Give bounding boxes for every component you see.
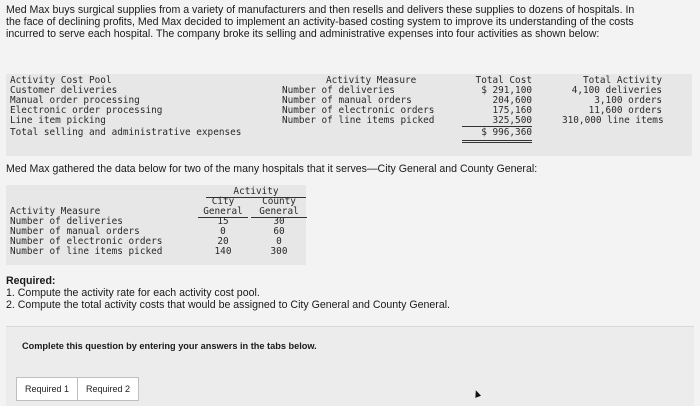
tab-required-1[interactable]: Required 1 bbox=[25, 384, 70, 394]
county-value: 0 bbox=[276, 236, 282, 247]
answer-tabs bbox=[16, 377, 139, 401]
intro-line: incurred to serve each hospital. The company broke its selling and administrative expenses into four activities as shown below: bbox=[6, 28, 600, 40]
county-value: 60 bbox=[273, 226, 285, 237]
county-value: 300 bbox=[270, 246, 288, 257]
pool-name: Manual order processing bbox=[10, 95, 140, 106]
header-city: City bbox=[211, 196, 235, 207]
hospitals-intro: Med Max gathered the data below for two of the many hospitals that it serves—City General and County General: bbox=[6, 163, 538, 175]
city-value: 0 bbox=[220, 226, 226, 237]
answer-panel bbox=[6, 326, 694, 406]
pool-measure: Number of manual orders bbox=[282, 95, 412, 106]
pool-cost: 175,160 bbox=[492, 105, 532, 116]
city-value: 140 bbox=[214, 246, 232, 257]
pool-activity: 310,000 line items bbox=[562, 115, 664, 126]
hospital-row-label: Number of electronic orders bbox=[10, 236, 163, 247]
pool-name: Electronic order processing bbox=[10, 105, 163, 116]
panel-instructions: Complete this question by entering your answers in the tabs below. bbox=[22, 341, 317, 351]
intro-paragraph bbox=[6, 4, 694, 40]
pool-measure: Number of line items picked bbox=[282, 115, 435, 126]
double-underline bbox=[462, 140, 532, 143]
header-total-activity: Total Activity bbox=[582, 75, 662, 86]
intro-line: Med Max buys surgical supplies from a variety of manufacturers and then resells and delivers these supplies to dozens of hospitals. In bbox=[6, 4, 635, 16]
intro-line: the face of declining profits, Med Max decided to implement an activity-based costing system to improve its understanding of the costs bbox=[6, 16, 634, 28]
total-label: Total selling and administrative expenses bbox=[10, 127, 242, 138]
header-city-general: General bbox=[198, 207, 248, 218]
pool-measure: Number of electronic orders bbox=[282, 105, 435, 116]
required-section bbox=[6, 275, 450, 311]
pool-activity: 11,600 orders bbox=[588, 105, 662, 116]
header-county-general: General bbox=[251, 207, 307, 218]
hospital-activity-table bbox=[6, 185, 306, 265]
pool-cost: $ 291,100 bbox=[481, 85, 532, 96]
city-value: 15 bbox=[217, 216, 229, 227]
pool-name: Line item picking bbox=[10, 115, 106, 126]
activity-cost-pool-table bbox=[6, 74, 692, 156]
header-activity-measure: Activity Measure bbox=[326, 75, 417, 86]
pool-activity: 3,100 orders bbox=[594, 95, 662, 106]
required-title: Required: bbox=[6, 275, 56, 287]
header-activity-cost-pool: Activity Cost Pool bbox=[10, 75, 112, 86]
pool-cost: 325,500 bbox=[462, 116, 532, 127]
pool-cost: 204,600 bbox=[492, 95, 532, 106]
pool-activity: 4,100 deliveries bbox=[571, 85, 662, 96]
pool-name: Customer deliveries bbox=[10, 85, 118, 96]
hospital-row-label: Number of manual orders bbox=[10, 226, 140, 237]
required-item-2: 2. Compute the total activity costs that would be assigned to City General and County General. bbox=[6, 299, 451, 311]
pool-measure: Number of deliveries bbox=[282, 85, 395, 96]
header-activity-measure: Activity Measure bbox=[10, 206, 101, 217]
hospital-row-label: Number of line items picked bbox=[10, 246, 163, 257]
header-county: County bbox=[262, 196, 296, 207]
hospital-row-label: Number of deliveries bbox=[10, 216, 123, 227]
city-value: 20 bbox=[217, 236, 229, 247]
county-value: 30 bbox=[273, 216, 285, 227]
required-item-1: 1. Compute the activity rate for each activity cost pool. bbox=[6, 287, 260, 299]
header-total-cost: Total Cost bbox=[475, 75, 532, 86]
total-value: $ 996,360 bbox=[481, 127, 532, 138]
tab-required-2[interactable]: Required 2 bbox=[77, 378, 138, 400]
header-activity-group: Activity bbox=[233, 186, 279, 197]
